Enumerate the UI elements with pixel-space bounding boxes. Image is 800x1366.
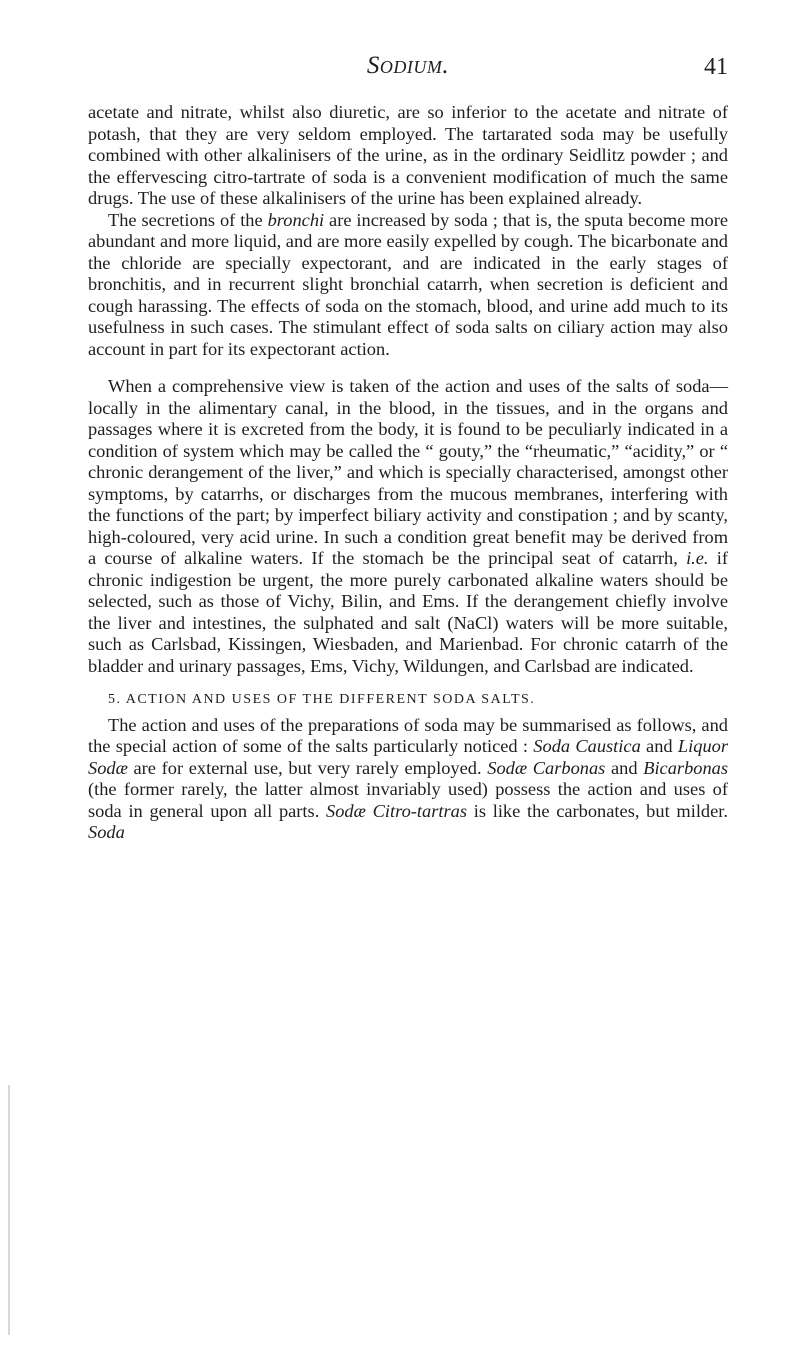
abbrev-ie: i.e. [686,548,709,568]
term-sodae-carbonas: Sodæ Carbonas [487,757,606,778]
paragraph-comprehensive-part2: if chronic indigestion be urgent, the more purely carbonated alkaline waters should be selected, such as those of Vichy, Bilin, and Ems. If the derangement chiefly involve the liver and intestines, the sulphated and salt (NaCl) waters will be more suitable, such as Carlsbad, Kissingen, Wiesbaden, and Marienbad. For chronic catarrh of the bladder and urinary passages, Ems, Vichy, Wildungen, and Carlsbad are indicated. [88,548,728,676]
paragraph-bronchi-lead: The secretions of the [108,209,268,230]
paragraph-comprehensive-part1: When a comprehensive view is taken of the action and uses of the salts of soda—locally in the alimentary canal, in the blood, in the tissues, and in the organs and passages where it is excreted from the body, it is found to be peculiarly indicated in a condition of system which may be called the “ gouty,” the “rheumatic,” “acidity,” or “ chronic derangement of the liver,” and which is specially characterised, amongst other symptoms, by catarrhs, or discharges from the mucous membranes, interfering with the functions of the part; by imperfect biliary activity and constipation ; and by scanty, high-coloured, very acid urine. In such a condition great benefit may be derived from a course of alkaline waters. If the stomach be the principal seat of catarrh, [88,376,728,568]
paragraph-action-d: is like the carbonates, but milder. [466,800,728,821]
term-liquor-sodae: Liquor Sodæ [88,736,728,778]
term-bicarbonas: Bicarbonas [643,757,729,778]
paragraph-continuation: acetate and nitrate, whilst also diuretic, are so inferior to the acetate and nitrate of potash, that they are very seldom employed. The tartarated soda may be usefully combined with other alkalinisers of the urine, as in the ordinary Seidlitz powder ; and the effervescing citro-tartrate of soda is a convenient modification of much the same drugs. The use of these alkalinisers of the urine has been explained already. [88,102,728,208]
page-number: 41 [704,54,728,80]
paragraph-action-and2: and [605,757,644,778]
body-text [88,102,728,844]
paragraph-action-a: The action and uses of the preparations of soda may be summarised as follows, and the special action of some of the salts particularly noticed : [88,714,728,756]
term-soda-caustica: Soda Caustica [533,736,641,756]
term-citro-tartras: Sodæ Citro-tartras [326,800,467,821]
running-head-title: Sodium. [366,52,450,79]
paragraph-action-c: (the former rarely, the latter almost invariably used) possess the action and uses of soda in general upon all parts. [88,779,728,821]
paragraph-action-uses [88,715,728,844]
paragraph-comprehensive-view [88,376,728,677]
section-heading: 5. ACTION AND USES OF THE DIFFERENT SODA SALTS. [108,692,536,707]
page-edge-line [8,1085,10,1335]
term-soda-end: Soda [88,822,125,842]
paragraph-action-and1: and [640,736,678,756]
running-head [88,52,728,88]
paragraph-bronchi-rest: are increased by soda ; that is, the sputa become more abundant and more liquid, and are more easily expelled by cough. The bicarbonate and the chloride are specially expectorant, and are indicated in the early stages of bronchitis, and in recurrent slight bronchial catarrh, when secretion is deficient and cough harassing. The effects of soda on the stomach, blood, and urine add much to its usefulness in such cases. The stimulant effect of soda salts on ciliary action may also account in part for its expectorant action. [88,209,728,359]
paragraph-action-b: are for external use, but very rarely employed. [127,757,488,778]
term-bronchi: bronchi [267,209,325,230]
paragraph-bronchi [88,210,728,361]
